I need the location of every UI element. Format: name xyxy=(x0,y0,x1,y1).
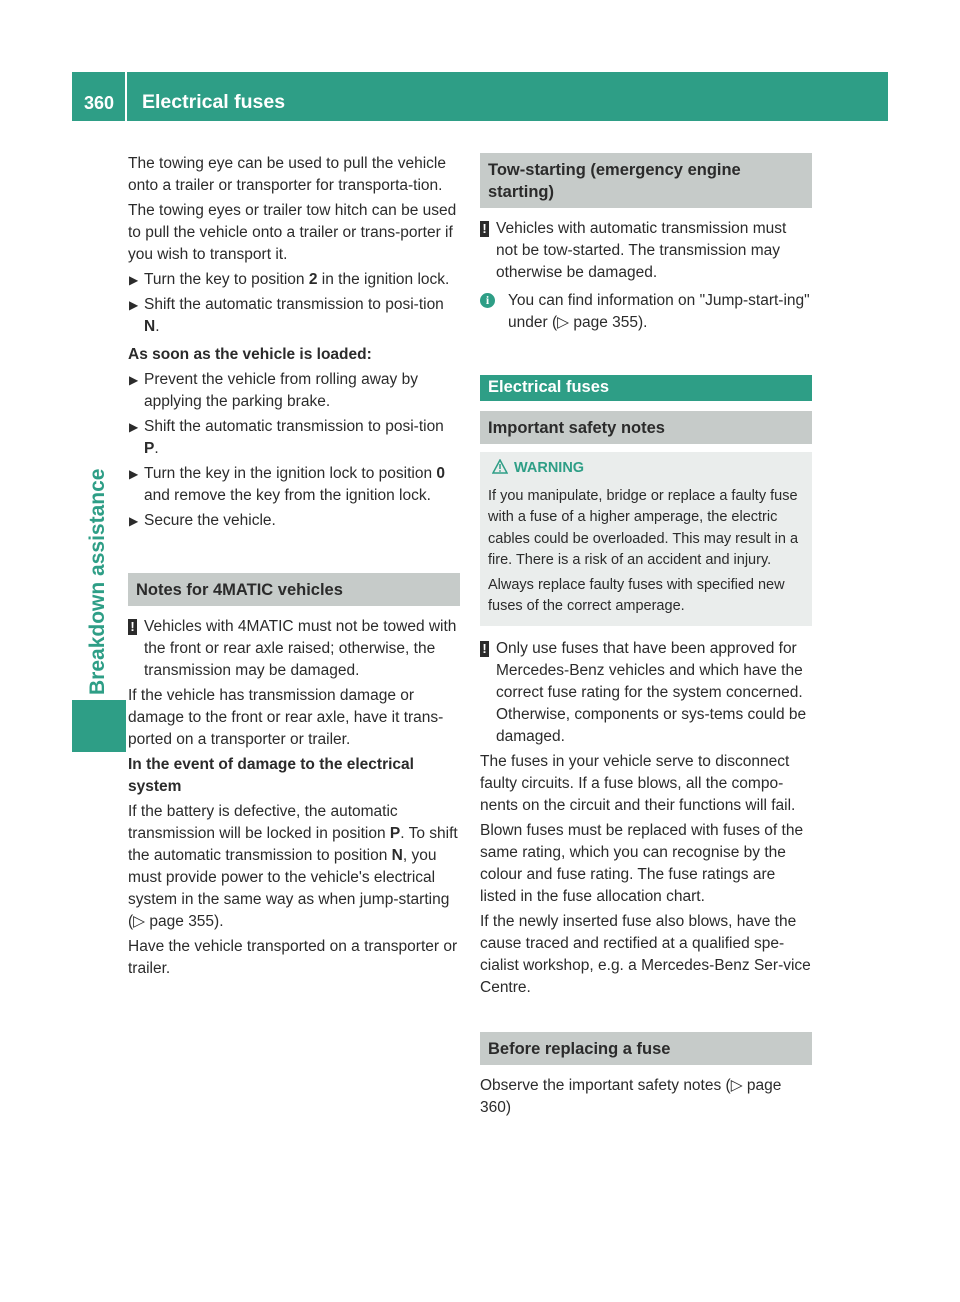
info-icon: i xyxy=(480,293,495,308)
section-heading-before-replacing: Before replacing a fuse xyxy=(480,1032,812,1065)
arrow-right-icon: ▶ xyxy=(129,298,139,312)
spacer xyxy=(128,535,460,573)
arrow-right-icon: ▶ xyxy=(129,420,139,434)
arrow-right-icon: ▶ xyxy=(129,273,139,287)
exclamation-icon: ! xyxy=(480,641,489,657)
paragraph: The towing eye can be used to pull the vehicle onto a trailer or transporter for transporta-tion. xyxy=(128,155,446,194)
page-header xyxy=(72,72,888,121)
warning-text: If you manipulate, bridge or replace a faulty fuse with a fuse of a higher amperage, the electric cables could be overloaded. This may result in a fire. There is a risk of an accident and injury. xyxy=(488,487,799,568)
page-ref-arrow-icon: ▷ xyxy=(133,913,146,930)
left-column xyxy=(128,153,460,983)
caution-note: ! Only use fuses that have been approved for Mercedes-Benz vehicles and which have the correct fuse rating for the system concerned. Otherwise, components or sys-tems could be damaged. xyxy=(480,638,812,748)
spacer xyxy=(480,337,812,375)
paragraph: Blown fuses must be replaced with fuses of the same rating, which you can recognise by the colour and fuse rating. The fuse ratings are listed in the fuse allocation chart. xyxy=(480,821,804,905)
chapter-heading-electrical-fuses: Electrical fuses xyxy=(480,375,812,401)
exclamation-icon: ! xyxy=(128,619,137,635)
subheading: As soon as the vehicle is loaded: xyxy=(128,346,372,363)
warning-box xyxy=(480,452,812,626)
instruction-step: ▶ Turn the key to position 2 in the ignition lock. xyxy=(128,269,460,291)
paragraph: If the newly inserted fuse also blows, have the cause traced and rectified at a qualified spe-cialist workshop, e.g. a Mercedes-Benz Ser-vice Centre. xyxy=(480,912,811,996)
info-note: i You can find information on "Jump-start-ing" under (▷ page 355). xyxy=(480,290,812,334)
page-ref-arrow-icon: ▷ xyxy=(730,1076,743,1094)
paragraph: If the battery is defective, the automatic transmission will be locked in position P. To shift the automatic transmission to position N, you must provide power to the vehicle's electrical system in the same way as when jump-starting (▷ page 355). xyxy=(128,803,458,930)
page-number: 360 xyxy=(84,93,115,113)
section-heading-safety-notes: Important safety notes xyxy=(480,411,812,444)
caution-note: ! Vehicles with automatic transmission must not be tow-started. The transmission may otherwise be damaged. xyxy=(480,218,812,284)
warning-title: WARNING xyxy=(488,458,804,480)
instruction-step: ▶ Prevent the vehicle from rolling away by applying the parking brake. xyxy=(129,371,418,410)
caution-note: ! Vehicles with 4MATIC must not be towed with the front or rear axle raised; otherwise, the transmission may be damaged. xyxy=(128,616,460,682)
instruction-step: ▶ Secure the vehicle. xyxy=(128,510,460,532)
paragraph: If the vehicle has transmission damage or damage to the front or rear axle, have it trans-ported on a transporter or trailer. xyxy=(128,687,444,748)
paragraph: The fuses in your vehicle serve to disconnect faulty circuits. If a fuse blows, all the compo-nents on the circuit and their functions will fail. xyxy=(480,752,796,814)
subheading: In the event of damage to the electrical system xyxy=(128,756,414,795)
arrow-right-icon: ▶ xyxy=(129,373,139,387)
warning-text: Always replace faulty fuses with specified new fuses of the correct amperage. xyxy=(488,576,785,614)
arrow-right-icon: ▶ xyxy=(129,514,139,528)
instruction-step: ▶ Shift the automatic transmission to posi-tion N. xyxy=(129,296,444,335)
paragraph: Have the vehicle transported on a transporter or trailer. xyxy=(128,938,458,977)
arrow-right-icon: ▶ xyxy=(129,467,139,481)
side-chapter-marker xyxy=(72,700,126,752)
header-divider xyxy=(125,72,127,121)
paragraph: Observe the important safety notes (▷ page 360) xyxy=(480,1076,782,1116)
warning-triangle-icon xyxy=(492,459,508,474)
spacer xyxy=(480,1002,812,1032)
section-heading-4matic: Notes for 4MATIC vehicles xyxy=(128,573,460,606)
exclamation-icon: ! xyxy=(480,221,489,237)
section-heading-tow-starting: Tow-starting (emergency engine starting) xyxy=(480,153,812,208)
instruction-step: ▶ Turn the key in the ignition lock to position 0 and remove the key from the ignition lock. xyxy=(129,465,445,504)
header-title: Electrical fuses xyxy=(142,91,286,113)
paragraph: The towing eyes or trailer tow hitch can be used to pull the vehicle onto a trailer or trans-porter if you wish to transport it. xyxy=(128,202,457,263)
page-ref-arrow-icon: ▷ xyxy=(557,314,570,331)
instruction-step: ▶ Shift the automatic transmission to posi-tion P. xyxy=(129,418,444,457)
side-chapter-label-text: Breakdown assistance xyxy=(86,468,109,695)
right-column xyxy=(480,153,812,1122)
